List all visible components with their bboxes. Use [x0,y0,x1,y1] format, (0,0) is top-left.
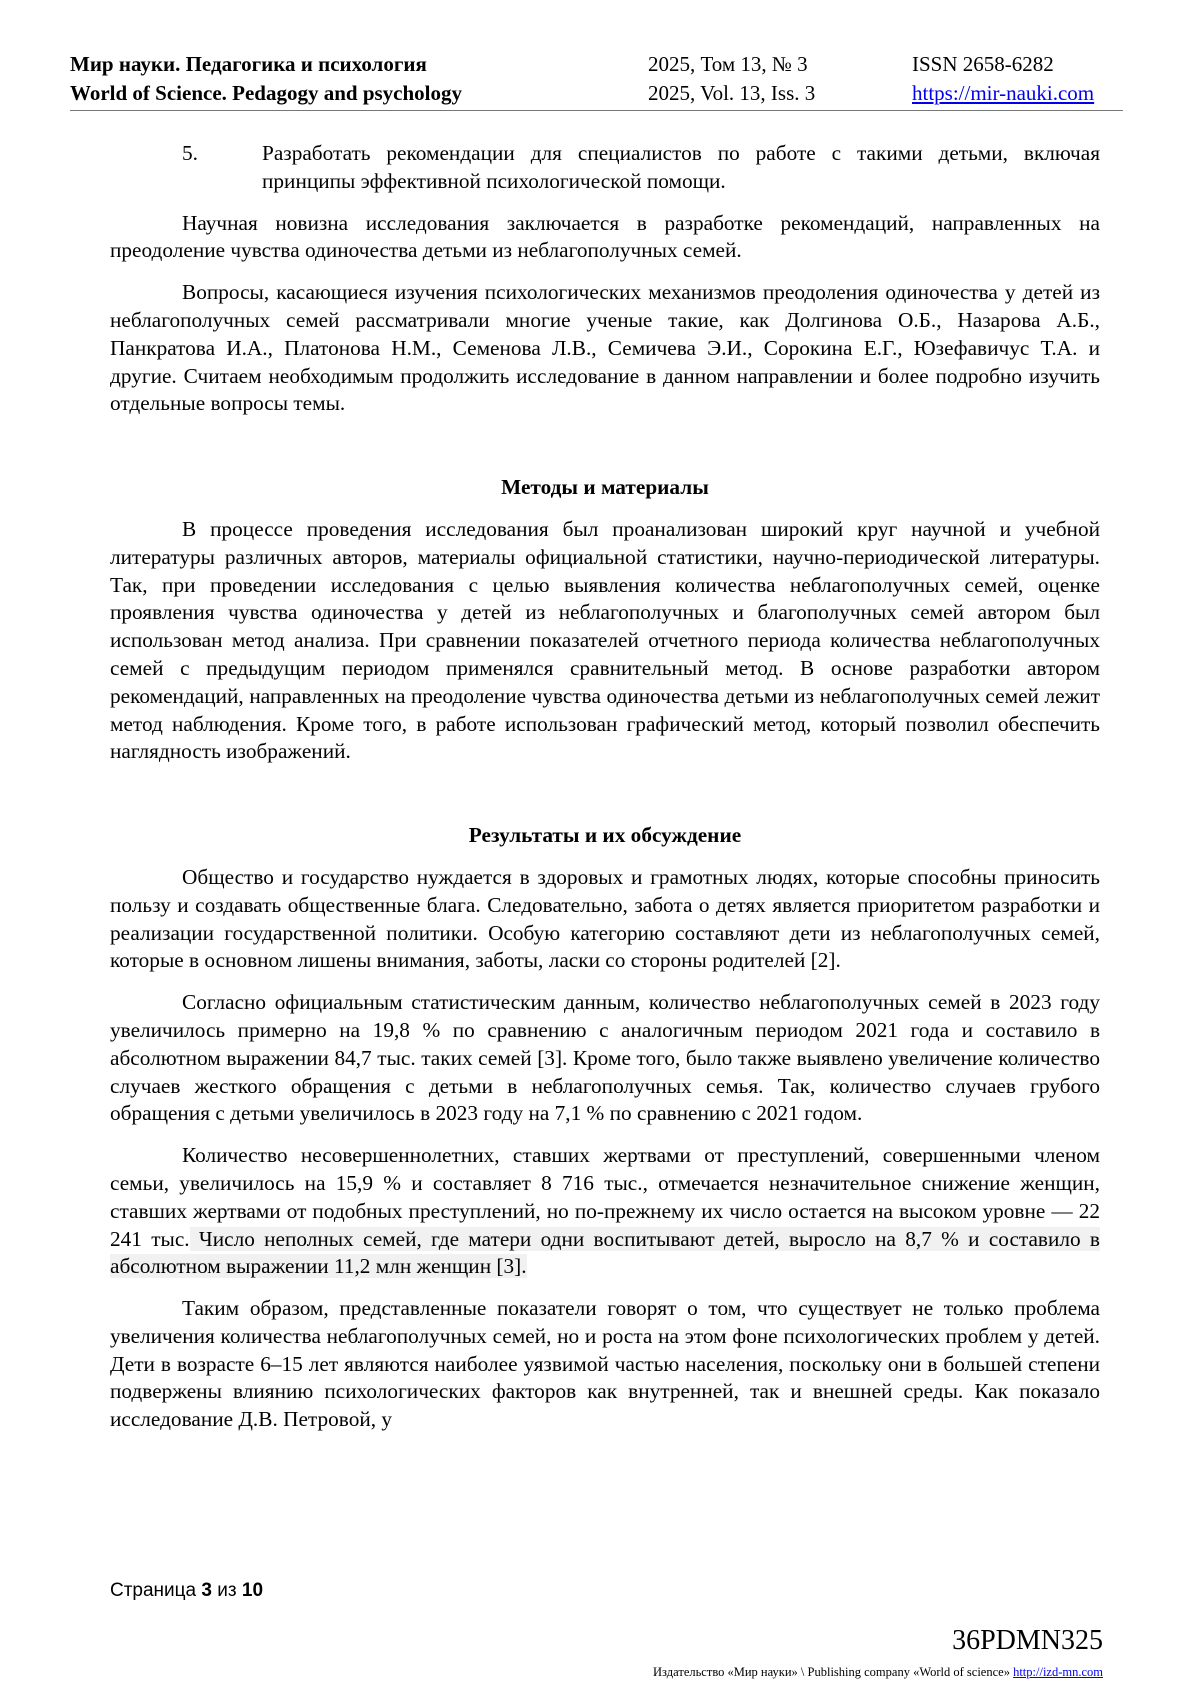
journal-header [70,50,1123,111]
heading-methods: Методы и материалы [501,475,709,500]
publisher-url-link[interactable]: http://izd-mn.com [1013,1665,1103,1679]
article-code: 36PDMN325 [952,1625,1103,1656]
journal-title-block [70,50,462,108]
paragraph-scholars: Вопросы, касающиеся изучения психологических механизмов преодоления одиночества у детей из неблагополучных семей рассматривали многие ученые такие, как Долгинова О.Б., Назарова А.Б., Панкратова И.А., Платонова Н.М., Семенова Л.В., Семичева Э.И., Сорокина Е.Г., Юзефавичус Т.А. и другие. Считаем необходимым продолжить исследование в данном направлении и более подробно изучить отдельные вопросы темы. [110,280,1100,416]
page-number [110,1580,263,1602]
journal-url-link[interactable]: https://mir-nauki.com [912,81,1095,105]
paragraph-society: Общество и государство нуждается в здоровых и грамотных людях, которые способны приносить пользу и создавать общественные блага. Следовательно, забота о детях является приоритетом разработки и реализации государственной политики. Особую категорию составляют дети из неблагополучных семей, которые в основном лишены внимания, заботы, ласки со стороны родителей [2]. [110,864,1100,973]
journal-title-ru: Мир науки. Педагогика и психология [70,52,427,76]
list-item-text: Разработать рекомендации для специалистов по работе с такими детьми, включая принципы эффективной психологической помощи. [262,141,1100,193]
page-current: 3 [201,1580,212,1601]
paragraph-conclusion: Таким образом, представленные показатели говорят о том, что существует не только проблема увеличения количества неблагополучных семей, но и роста на этом фоне психологических проблем у детей. Дети в возрасте 6–15 лет являются наиболее уязвимой частью населения, поскольку они в большей степени подвержены влиянию психологических факторов как внутренней, так и внешней среды. Как показало исследование Д.В. Петровой, у [110,1296,1100,1432]
issue-block [648,50,815,108]
issue-ru: 2025, Том 13, № 3 [648,52,808,76]
paragraph-victims-part-b: Число неполных семей, где матери одни воспитывают детей, выросло на 8,7 % и составило в абсолютном выражении 11,2 млн женщин [3]. [110,1226,1100,1279]
page-word: Страница [110,1580,197,1601]
page-of: из [217,1580,237,1601]
list-item [110,140,1100,196]
issn: ISSN 2658-6282 [912,52,1054,76]
paragraph-victims [110,1142,1100,1281]
issue-en: 2025, Vol. 13, Iss. 3 [648,81,816,105]
publisher-name: Издательство «Мир науки» \ Publishing company «World of science» [653,1665,1010,1679]
paragraph-statistics: Согласно официальным статистическим данным, количество неблагополучных семей в 2023 году увеличилось примерно на 19,8 % по сравнению с аналогичным периодом 2021 года и составило в абсолютном выражении 84,7 тыс. таких семей [3]. Кроме того, было также выявлено увеличение количество случаев жесткого обращения с детьми в неблагополучных семья. Так, количество случаев грубого обращения с детьми увеличилось в 2023 году на 7,1 % по сравнению с 2021 годом. [110,990,1100,1126]
publisher-line [653,1665,1103,1680]
paragraph-methods: В процессе проведения исследования был проанализован широкий круг научной и учебной литературы различных авторов, материалы официальной статистики, научно-периодической литературы. Так, при проведении исследования с целью выявления количества неблагополучных семей, оценке проявления чувства одиночества у детей из неблагополучных и благополучных семей автором был использован метод анализа. При сравнении показателей отчетного периода количества неблагополучных семей с предыдущим периодом применялся сравнительный метод. В основе разработки автором рекомендаций, направленных на преодоление чувства одиночества детьми из неблагополучных семей лежит метод наблюдения. Кроме того, в работе использован графический метод, который позволил обеспечить наглядность изображений. [110,516,1100,764]
paragraph-victims-part-a: Количество несовершеннолетних, ставших жертвами от преступлений, совершенными членом семьи, увеличилось на 15,9 % и составляет 8 716 тыс., отмечается незначительное снижение женщин, ставших жертвами от подобных преступлений, но по-прежнему их число остается на высоком уровне — 22 241 тыс. [110,1143,1100,1251]
list-item-number: 5. [182,141,198,165]
paragraph-novelty: Научная новизна исследования заключается в разработке рекомендаций, направленных на преодоление чувства одиночества детьми из неблагополучных семей. [110,210,1100,263]
article-body [110,140,1100,1448]
page-total: 10 [241,1580,264,1601]
journal-title-en: World of Science. Pedagogy and psychology [70,81,463,105]
heading-results: Результаты и их обсуждение [468,823,742,848]
issn-block [912,50,1094,108]
